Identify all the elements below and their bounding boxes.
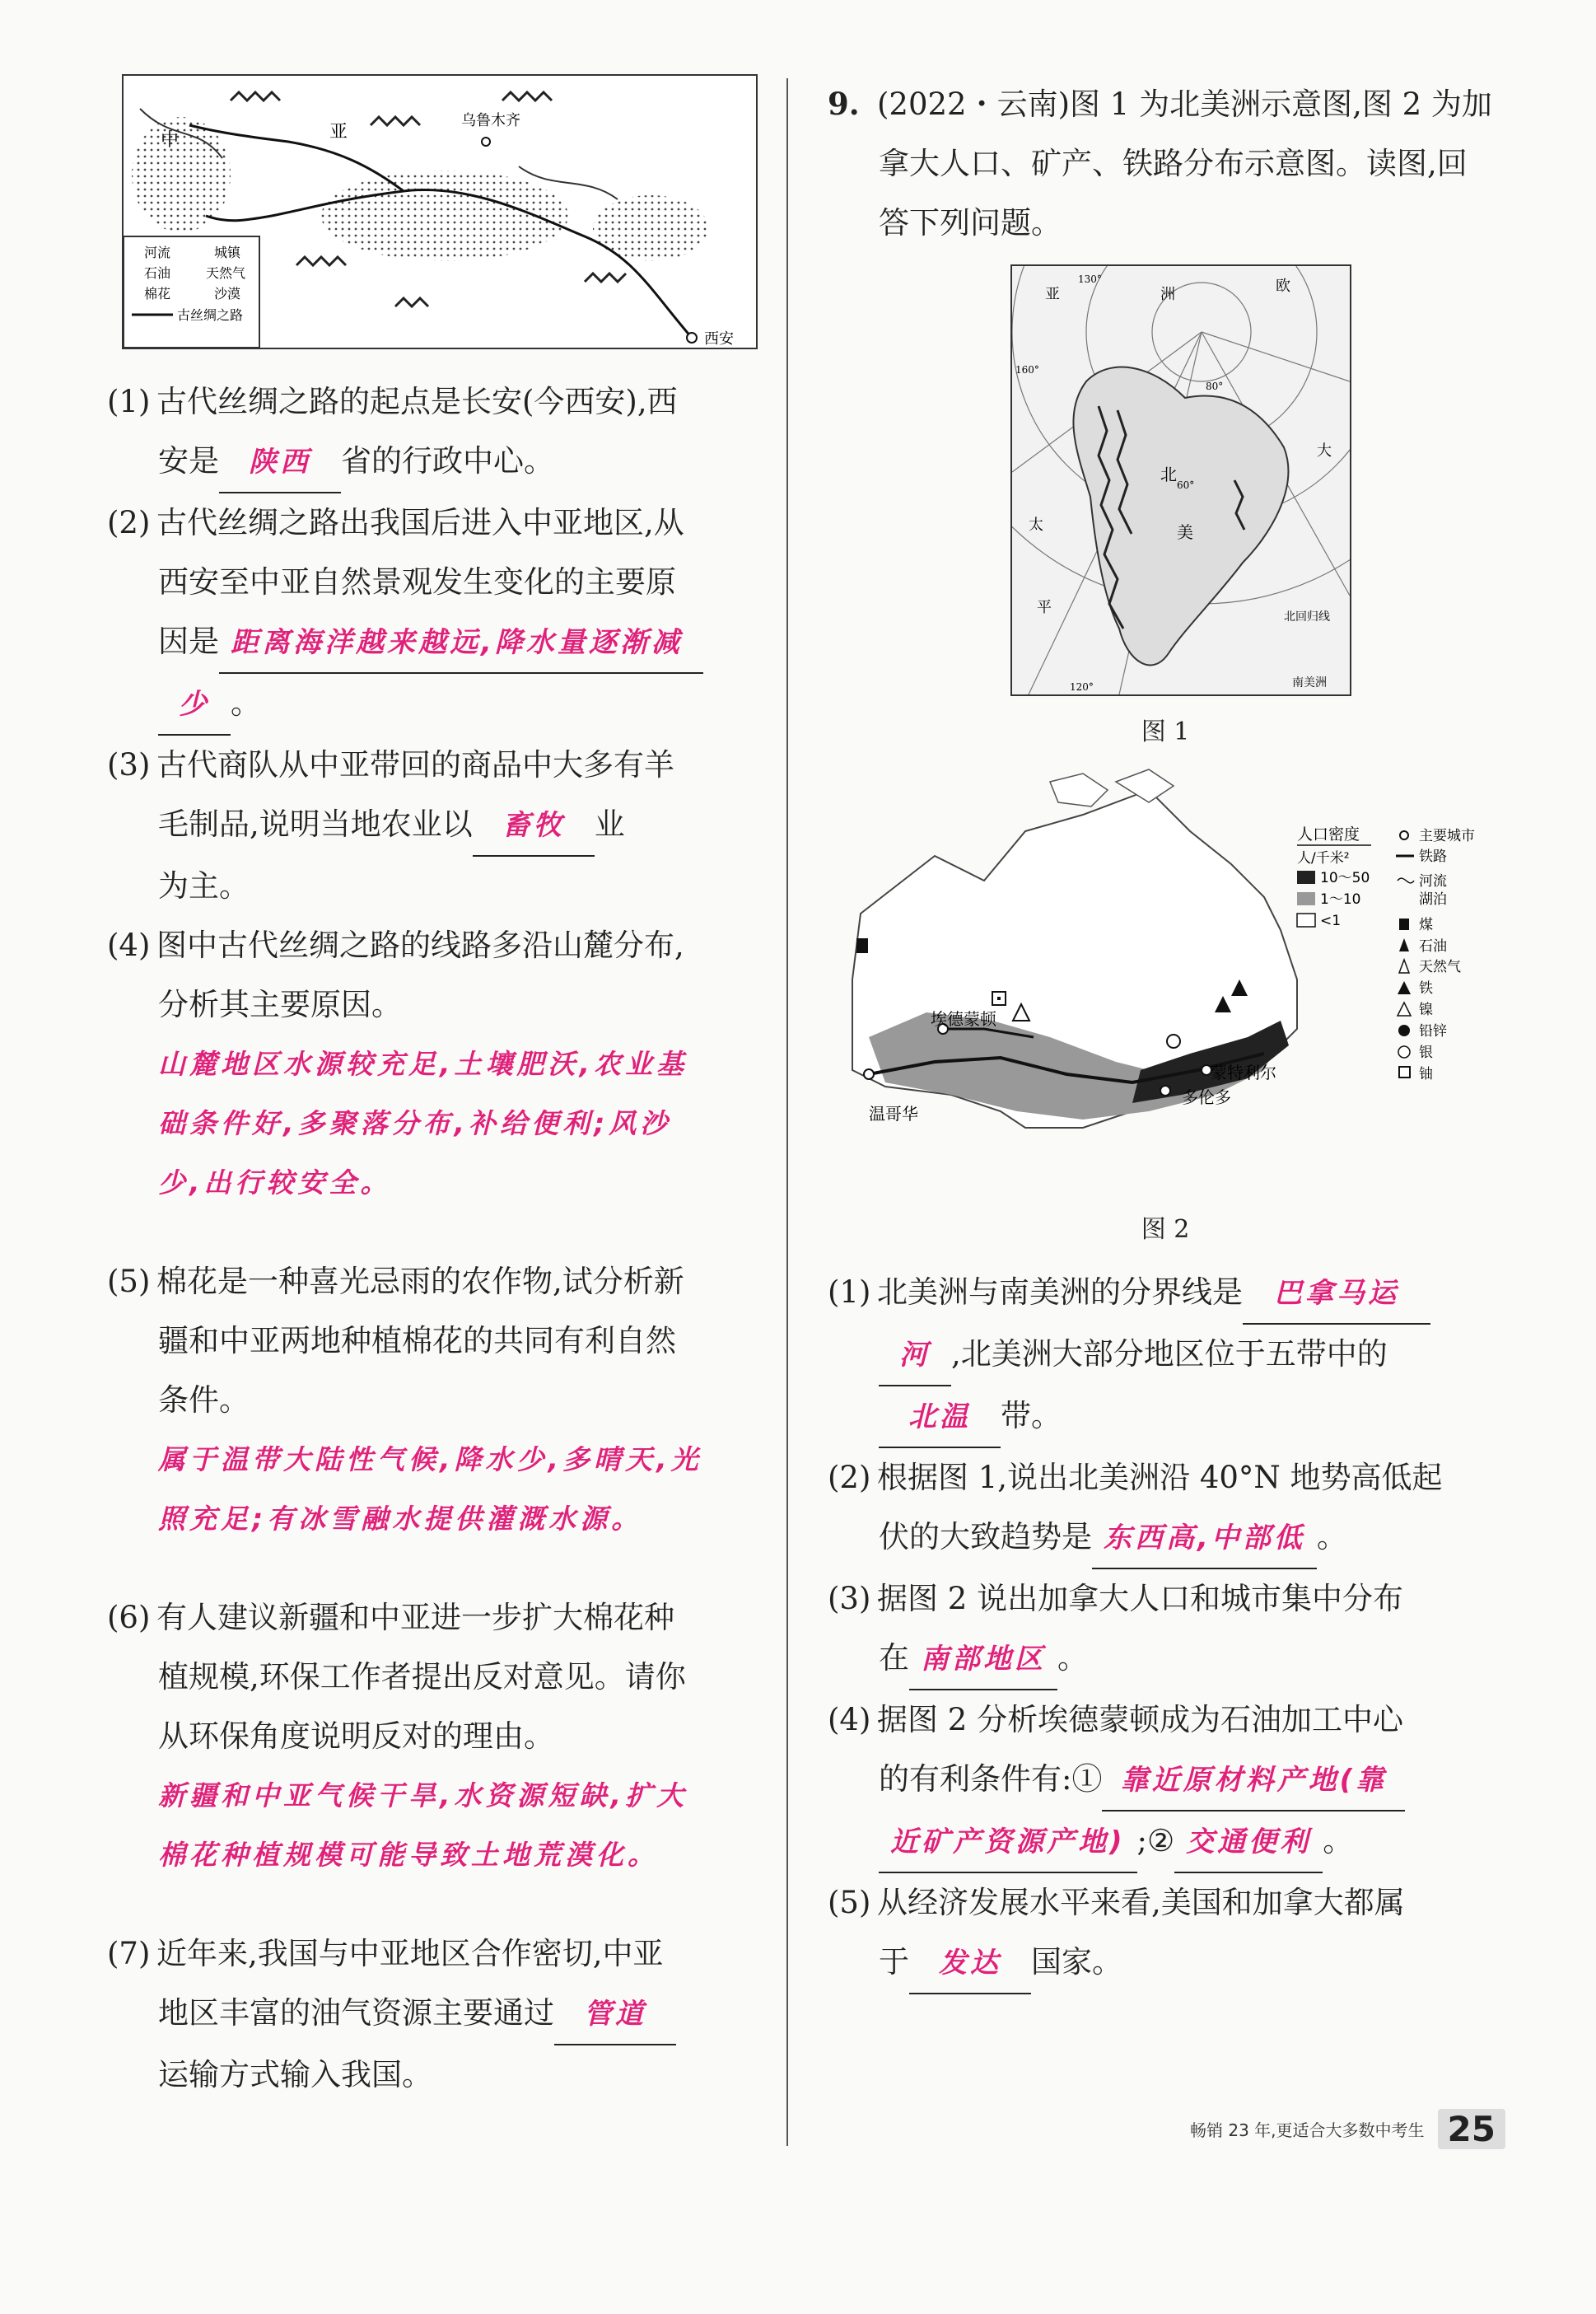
column-divider xyxy=(786,78,788,2146)
q1-line2 xyxy=(107,432,749,493)
left-column xyxy=(107,74,749,2105)
question-1 xyxy=(107,372,749,432)
r-q1-answer-3: 北温 xyxy=(908,1400,971,1433)
q9-line2 xyxy=(828,134,1503,194)
q6-line2 xyxy=(107,1648,749,1707)
q4-answer-line1: 山麓地区水源较充足,土壤肥沃,农业基 xyxy=(158,1048,688,1080)
q6-answer-line1: 新疆和中亚气候干旱,水资源短缺,扩大 xyxy=(158,1779,688,1811)
page-number: 25 xyxy=(1438,2109,1505,2149)
r-q1-number: (1) xyxy=(828,1274,871,1310)
map-label-ya: 亚 xyxy=(329,122,348,143)
legend-river: 河流 xyxy=(144,245,171,260)
q9-text3: 答下列问题。 xyxy=(879,205,1062,241)
r-question-3 xyxy=(828,1569,1503,1629)
q3-answer-blank[interactable] xyxy=(473,795,595,857)
r-q4-answer-3: 交通便利 xyxy=(1186,1825,1312,1858)
figure-2-graphic xyxy=(836,765,1495,1194)
q4-answer[interactable] xyxy=(107,1035,749,1213)
q3-number: (3) xyxy=(107,747,151,783)
q7-line2 xyxy=(107,1984,749,2045)
q1-text: 古代丝绸之路的起点是长安(今西安),西 xyxy=(156,384,678,419)
q3-text4: 为主。 xyxy=(158,868,250,904)
r-q5-text: 从经济发展水平来看,美国和加拿大都属 xyxy=(877,1885,1405,1920)
figure-2-canada xyxy=(836,765,1495,1194)
r-q2-text2: 伏的大致趋势是 xyxy=(879,1519,1092,1554)
fig1-label-pacific-1: 太 xyxy=(1029,517,1043,534)
r-q3-number: (3) xyxy=(828,1581,871,1616)
q9-text1: (2022・云南)图 1 为北美洲示意图,图 2 为加 xyxy=(877,86,1492,122)
q4-text: 图中古代丝绸之路的线路多沿山麓分布, xyxy=(156,928,684,963)
r-q1-text2: ,北美洲大部分地区位于五带中的 xyxy=(951,1336,1388,1372)
q6-answer-line2: 棉花种植规模可能导致土地荒漠化。 xyxy=(158,1839,659,1871)
legend-gas: 天然气 xyxy=(1419,959,1461,975)
right-column xyxy=(828,74,1503,1994)
q5-answer-line1: 属于温带大陆性气候,降水少,多晴天,光 xyxy=(158,1443,702,1475)
fig1-label-tropic: 北回归线 xyxy=(1284,610,1330,624)
q5-line3 xyxy=(107,1371,749,1430)
silk-road-map-legend xyxy=(124,236,259,348)
r-q3-answer: 南部地区 xyxy=(921,1643,1046,1676)
q6-number: (6) xyxy=(107,1600,151,1635)
q4-text2: 分析其主要原因。 xyxy=(158,987,402,1022)
r-q2-number: (2) xyxy=(828,1460,871,1495)
legend-river: 河流 xyxy=(1419,873,1447,890)
q2-text3: 因是 xyxy=(158,624,219,659)
q2-text2: 西安至中亚自然景观发生变化的主要原 xyxy=(158,564,676,600)
legend-density-low: <1 xyxy=(1320,913,1342,929)
fig1-label-south-america: 南美洲 xyxy=(1292,676,1327,690)
map-label-urumqi: 乌鲁木齐 xyxy=(461,112,520,129)
r-q2-answer-blank[interactable] xyxy=(1092,1508,1317,1569)
legend-silk-road: 古丝绸之路 xyxy=(177,307,244,323)
q7-text: 近年来,我国与中亚地区合作密切,中亚 xyxy=(156,1936,664,1971)
q7-number: (7) xyxy=(107,1936,151,1971)
r-q4-line2 xyxy=(828,1750,1503,1811)
legend-town: 城镇 xyxy=(214,245,241,260)
fig2-city-toronto: 多伦多 xyxy=(1182,1087,1231,1107)
r-question-1 xyxy=(828,1263,1503,1325)
fig1-label-pacific-2: 平 xyxy=(1037,599,1052,616)
r-q1-line2 xyxy=(828,1325,1503,1386)
r-q2-line2 xyxy=(828,1508,1503,1569)
q9-number: 9. xyxy=(828,86,860,122)
q9-line3 xyxy=(828,194,1503,253)
fig2-city-edmonton: 埃德蒙顿 xyxy=(931,1009,996,1029)
q3-line2 xyxy=(107,795,749,857)
q6-text: 有人建议新疆和中亚进一步扩大棉花种 xyxy=(156,1600,674,1635)
legend-uranium: 铀 xyxy=(1419,1066,1433,1082)
q1-number: (1) xyxy=(107,384,151,419)
legend-iron: 铁 xyxy=(1419,980,1433,997)
r-q1-line3 xyxy=(828,1386,1503,1448)
r-q1-answer-1: 巴拿马运 xyxy=(1274,1277,1399,1310)
map-label-xian: 西安 xyxy=(704,330,734,348)
fig1-deg-130: 130° xyxy=(1078,273,1102,285)
figure-2-legend xyxy=(1297,825,1475,1082)
q7-answer: 管道 xyxy=(584,1998,646,2031)
r-q5-number: (5) xyxy=(828,1885,871,1920)
legend-oil: 石油 xyxy=(144,265,171,281)
fig1-deg-60: 60° xyxy=(1177,479,1195,491)
q7-line3 xyxy=(107,2045,749,2105)
fig1-deg-160: 160° xyxy=(1015,364,1039,376)
r-q4-answer-blank-1[interactable] xyxy=(1102,1750,1405,1811)
q2-line4 xyxy=(107,674,749,736)
silk-road-map xyxy=(122,74,758,349)
q3-line3 xyxy=(107,857,749,916)
r-q2-answer: 东西高,中部低 xyxy=(1104,1522,1305,1554)
q6-line3 xyxy=(107,1707,749,1766)
q5-answer[interactable] xyxy=(107,1430,749,1549)
q5-text3: 条件。 xyxy=(158,1382,250,1418)
q7-text2: 地区丰富的油气资源主要通过 xyxy=(158,1995,554,2031)
r-q4-answer-blank-3[interactable] xyxy=(1174,1811,1323,1873)
r-q4-answer-1: 靠近原材料产地(靠 xyxy=(1120,1764,1388,1797)
legend-silver: 银 xyxy=(1419,1045,1433,1061)
r-q4-text2: 的有利条件有:① xyxy=(879,1761,1103,1797)
q2-end: 。 xyxy=(231,685,261,721)
r-q5-line2 xyxy=(828,1933,1503,1994)
q7-text3: 运输方式输入我国。 xyxy=(158,2057,432,2092)
r-q4-end: 。 xyxy=(1323,1823,1354,1858)
q7-answer-blank[interactable] xyxy=(554,1984,676,2045)
legend-density-unit: 人/千米² xyxy=(1297,850,1350,867)
r-q5-text2: 于 xyxy=(879,1944,909,1980)
legend-main-city: 主要城市 xyxy=(1419,828,1475,844)
q2-answer-1: 距离海洋越来越远,降水量逐渐减 xyxy=(231,626,683,659)
q5-number: (5) xyxy=(107,1264,151,1299)
r-q1-text: 北美洲与南美洲的分界线是 xyxy=(877,1274,1243,1310)
legend-density-title: 人口密度 xyxy=(1297,825,1360,844)
r-q1-text3: 带。 xyxy=(1001,1398,1062,1433)
r-q3-text2: 在 xyxy=(879,1640,909,1676)
page-footer xyxy=(1190,2109,1505,2149)
q3-answer: 畜牧 xyxy=(502,809,565,842)
r-question-4 xyxy=(828,1690,1503,1750)
legend-lake: 湖泊 xyxy=(1419,891,1447,908)
fig1-label-zhou: 洲 xyxy=(1160,286,1175,303)
q5-text2: 疆和中亚两地种植棉花的共同有利自然 xyxy=(158,1323,676,1358)
fig2-city-vancouver: 温哥华 xyxy=(869,1104,918,1124)
q5-text: 棉花是一种喜光忌雨的农作物,试分析新 xyxy=(156,1264,684,1299)
r-q4-answer-2: 近矿产资源产地) xyxy=(890,1825,1126,1858)
silk-road-map-graphic xyxy=(124,76,756,348)
q2-answer-2: 少 xyxy=(179,688,210,721)
q5-answer-line2: 照充足;有冰雪融水提供灌溉水源。 xyxy=(158,1503,643,1535)
r-q4-number: (4) xyxy=(828,1702,871,1737)
fig2-city-montreal: 蒙特利尔 xyxy=(1211,1063,1276,1082)
r-q2-text: 根据图 1,说出北美洲沿 40°N 地势高低起 xyxy=(877,1460,1443,1495)
r-q1-answer-blank-3[interactable] xyxy=(879,1386,1001,1448)
r-q1-answer-blank-2[interactable] xyxy=(879,1325,951,1386)
r-q4-line3 xyxy=(828,1811,1503,1873)
fig1-deg-80: 80° xyxy=(1206,381,1224,392)
r-q5-answer: 发达 xyxy=(939,1947,1001,1980)
r-q5-text3: 国家。 xyxy=(1031,1944,1122,1980)
q2-text: 古代丝绸之路出我国后进入中亚地区,从 xyxy=(156,505,684,540)
fig1-label-europe: 欧 xyxy=(1276,278,1290,295)
q9-text2: 拿大人口、矿产、铁路分布示意图。读图,回 xyxy=(879,146,1468,181)
legend-desert: 沙漠 xyxy=(214,286,241,302)
question-5 xyxy=(107,1252,749,1311)
q1-text3: 省的行政中心。 xyxy=(341,443,554,479)
q4-line2 xyxy=(107,975,749,1035)
q2-line2 xyxy=(107,553,749,612)
question-9-header xyxy=(828,74,1503,134)
question-4 xyxy=(107,916,749,975)
q3-text3: 业 xyxy=(594,806,625,842)
question-2 xyxy=(107,493,749,553)
q2-answer-blank-1[interactable] xyxy=(219,612,703,674)
q6-text3: 从环保角度说明反对的理由。 xyxy=(158,1718,554,1754)
r-question-5 xyxy=(828,1873,1503,1933)
q5-line2 xyxy=(107,1311,749,1371)
legend-lead-zinc: 铅锌 xyxy=(1419,1023,1447,1040)
legend-oil: 石油 xyxy=(1419,938,1447,955)
question-7 xyxy=(107,1924,749,1984)
r-question-2 xyxy=(828,1448,1503,1508)
question-6 xyxy=(107,1588,749,1648)
figure-1-north-america xyxy=(1010,264,1351,696)
r-q3-line2 xyxy=(828,1629,1503,1690)
r-q1-answer-2: 河 xyxy=(899,1339,931,1372)
figure-1-graphic xyxy=(1012,266,1350,694)
fig1-label-asia: 亚 xyxy=(1045,286,1060,303)
legend-density-mid: 1～10 xyxy=(1320,891,1361,908)
q4-number: (4) xyxy=(107,928,151,963)
figure-1-caption: 图 1 xyxy=(1141,718,1190,746)
fig1-deg-120: 120° xyxy=(1070,681,1094,693)
q6-text2: 植规模,环保工作者提出反对意见。请你 xyxy=(158,1659,686,1695)
q1-text2: 安是 xyxy=(158,443,219,479)
fig1-label-america: 美 xyxy=(1177,522,1193,542)
legend-density-high: 10～50 xyxy=(1320,870,1370,886)
legend-coal: 煤 xyxy=(1419,917,1433,933)
figure-2-caption: 图 2 xyxy=(1141,1215,1190,1244)
q2-answer-blank-2[interactable] xyxy=(158,674,231,736)
r-q4-answer-blank-2[interactable] xyxy=(879,1811,1137,1873)
q1-answer: 陕西 xyxy=(249,446,311,479)
r-q2-end: 。 xyxy=(1316,1519,1347,1554)
question-3 xyxy=(107,736,749,795)
fig1-label-atlantic: 大 xyxy=(1317,442,1332,460)
legend-nickel: 镍 xyxy=(1419,1002,1433,1018)
q2-line3 xyxy=(107,612,749,674)
q4-answer-line3: 少,出行较安全。 xyxy=(158,1166,392,1199)
q4-answer-line2: 础条件好,多聚落分布,补给便利;风沙 xyxy=(158,1107,672,1139)
q2-number: (2) xyxy=(107,505,151,540)
q3-text: 古代商队从中亚带回的商品中大多有羊 xyxy=(156,747,674,783)
q6-answer[interactable] xyxy=(107,1766,749,1885)
r-q4-mid: ;② xyxy=(1136,1823,1175,1858)
legend-cotton: 棉花 xyxy=(144,286,171,302)
map-label-zhong: 中 xyxy=(161,130,180,151)
fig1-label-north: 北 xyxy=(1160,465,1177,484)
r-q4-text: 据图 2 分析埃德蒙顿成为石油加工中心 xyxy=(877,1702,1404,1737)
footer-slogan: 畅销 23 年,更适合大多数中考生 xyxy=(1190,2120,1425,2140)
legend-gas: 天然气 xyxy=(206,265,246,281)
r-q3-answer-blank[interactable] xyxy=(909,1629,1057,1690)
r-q5-answer-blank[interactable] xyxy=(909,1933,1031,1994)
q1-answer-blank[interactable] xyxy=(219,432,341,493)
q3-text2: 毛制品,说明当地农业以 xyxy=(158,806,473,842)
r-q3-end: 。 xyxy=(1057,1640,1088,1676)
r-q3-text: 据图 2 说出加拿大人口和城市集中分布 xyxy=(877,1581,1404,1616)
r-q1-answer-blank-1[interactable] xyxy=(1243,1263,1430,1325)
legend-railway: 铁路 xyxy=(1419,848,1447,865)
